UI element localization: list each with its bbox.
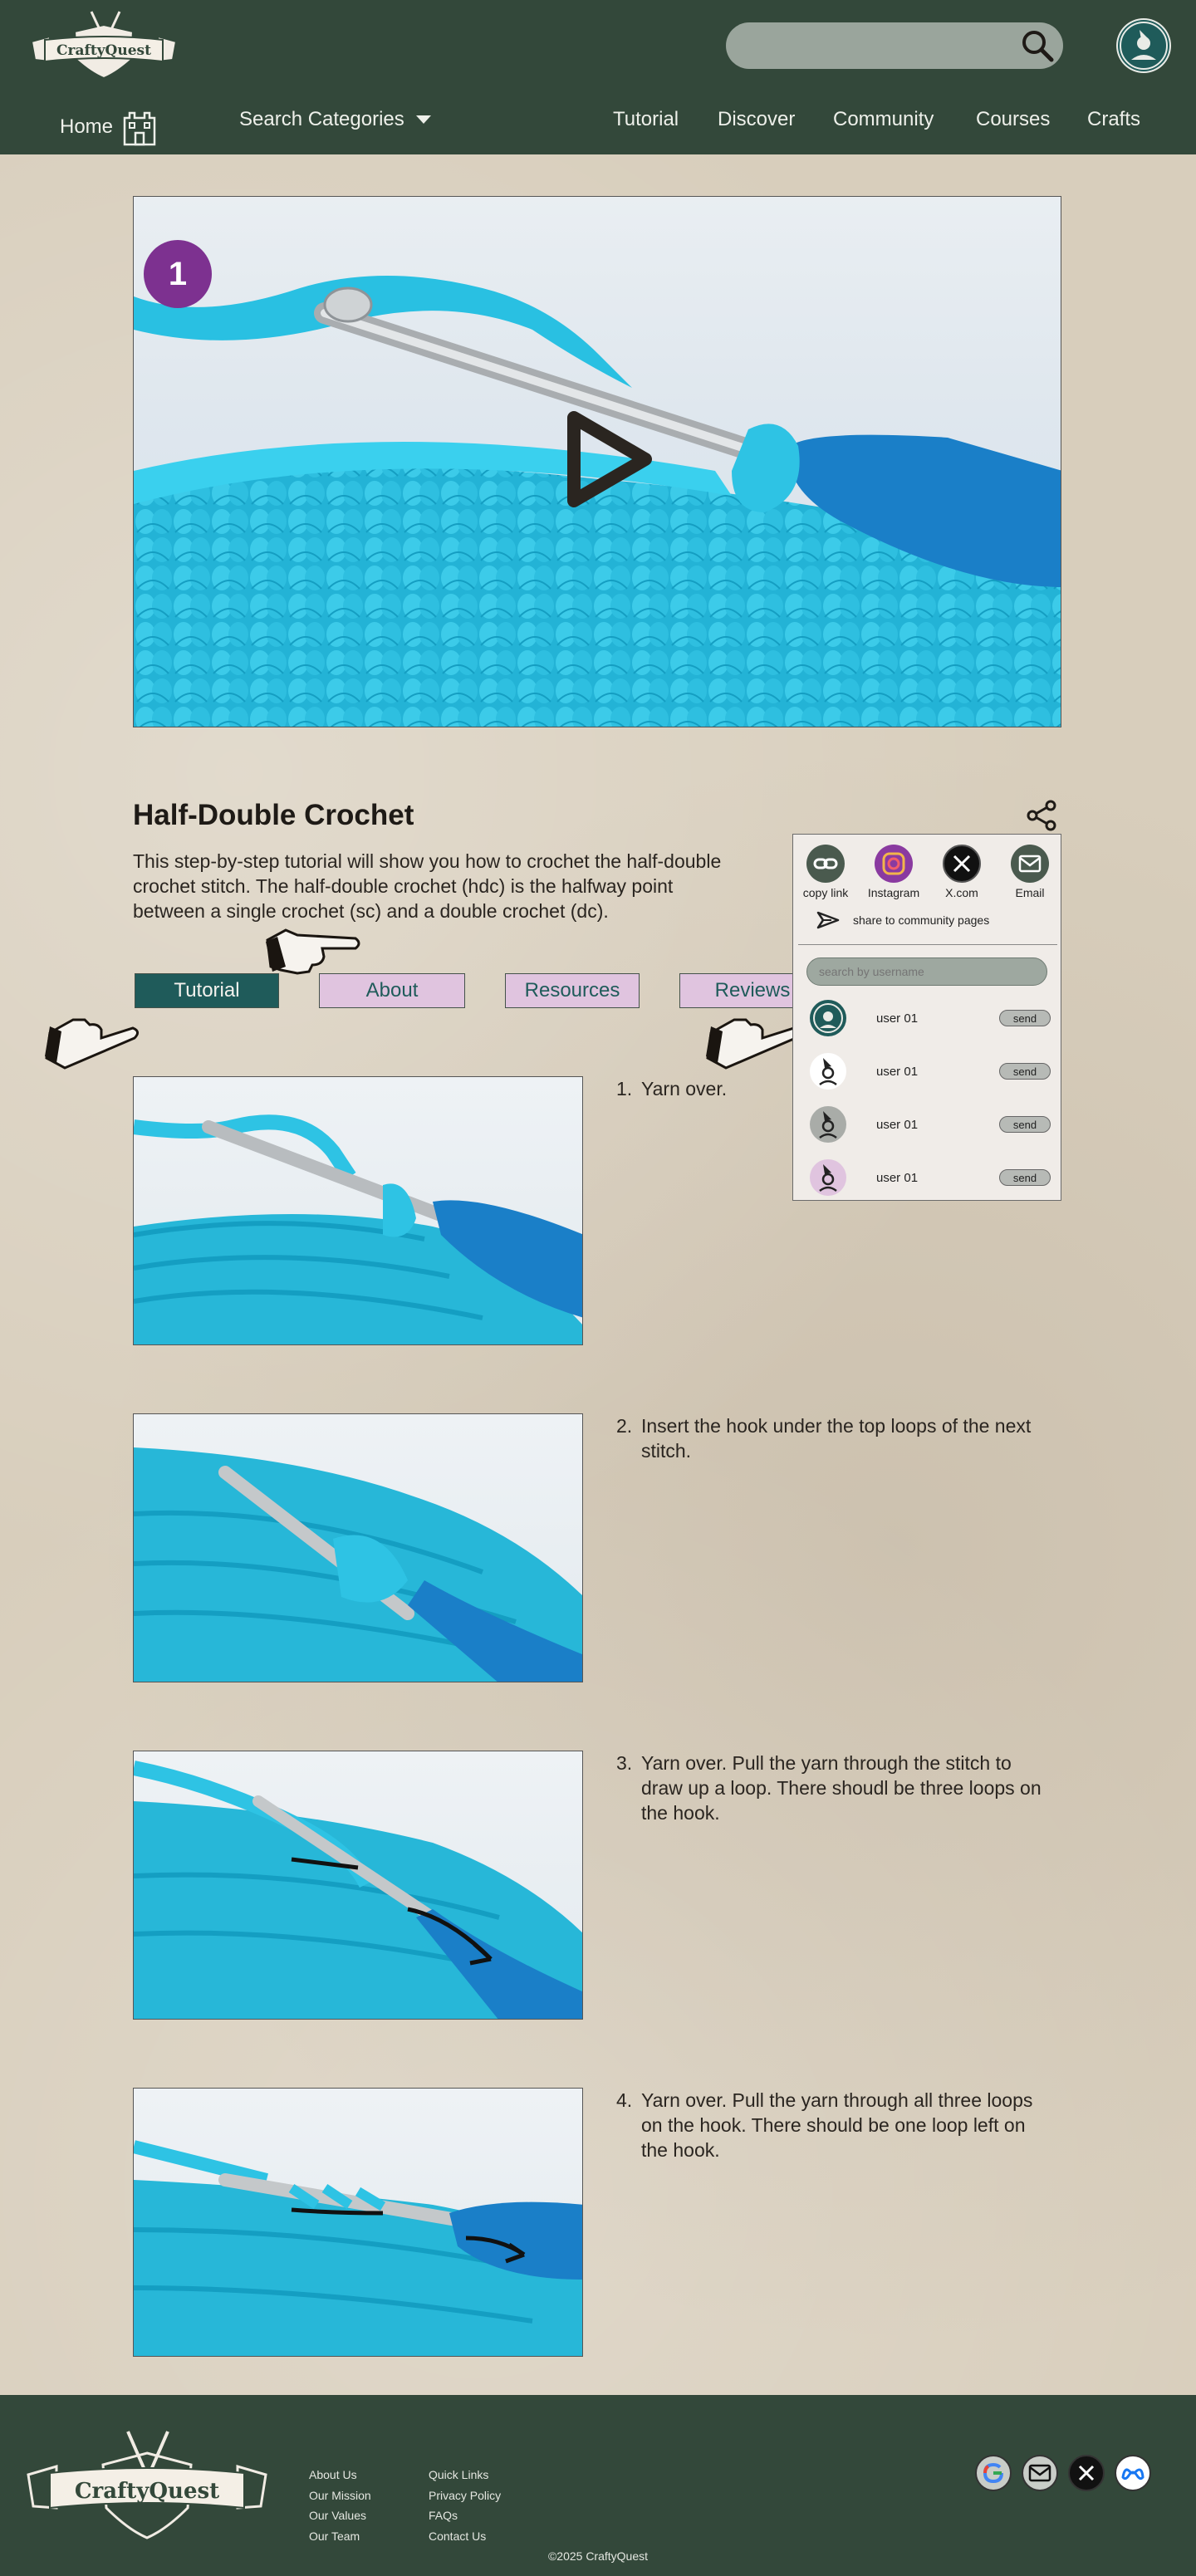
tab-reviews[interactable]: Reviews xyxy=(679,973,826,1008)
x-icon xyxy=(943,845,981,883)
search-bar xyxy=(726,22,1063,69)
step-1-instruction: Yarn over. xyxy=(641,1078,728,1099)
step-1-image xyxy=(133,1076,583,1345)
footer-link-privacy-policy[interactable]: Privacy Policy xyxy=(429,2488,502,2502)
instagram-icon xyxy=(875,845,913,883)
crochet-step-photo xyxy=(134,1414,583,1682)
search-input[interactable] xyxy=(743,32,1017,59)
avatar xyxy=(810,1106,846,1143)
crochet-step-photo xyxy=(134,2089,583,2357)
user-row xyxy=(810,1049,1051,1094)
meta-icon xyxy=(1120,2466,1145,2481)
share-instagram[interactable] xyxy=(865,845,923,899)
share-email[interactable] xyxy=(1001,845,1059,899)
avatar xyxy=(810,1053,846,1090)
share-x-label: X.com xyxy=(945,886,978,899)
share-to-community[interactable] xyxy=(816,911,989,929)
share-copy-link-label: copy link xyxy=(802,886,849,899)
step-3-number: 3. xyxy=(616,1752,633,1774)
user-name: user 01 xyxy=(876,1170,919,1185)
user-name: user 01 xyxy=(876,1011,919,1026)
nav-community[interactable]: Community xyxy=(833,108,934,130)
step-2-instruction: Insert the hook under the top loops of the next stitch. xyxy=(641,1415,1032,1462)
send-button[interactable]: send xyxy=(999,1063,1051,1080)
step-number-badge: 1 xyxy=(144,240,212,308)
site-footer xyxy=(0,2395,1196,2576)
footer-link-about-us[interactable]: About Us xyxy=(309,2468,357,2481)
user-name: user 01 xyxy=(876,1064,919,1079)
user-avatar[interactable] xyxy=(1116,18,1171,73)
tutorial-video[interactable] xyxy=(133,196,1061,727)
share-x[interactable] xyxy=(933,845,991,899)
logo-text: CraftyQuest xyxy=(56,42,151,59)
step-4-image xyxy=(133,2088,583,2357)
nav-crafts[interactable]: Crafts xyxy=(1087,108,1141,130)
copyright: ©2025 CraftyQuest xyxy=(547,2549,649,2563)
google-icon xyxy=(981,2461,1006,2485)
share-email-label: Email xyxy=(1015,886,1045,899)
tutorial-intro: This step-by-step tutorial will show you how to crochet the half-double crochet stitch. The half-double crochet (hdc) is the halfway point between a single crochet (sc) and a double crochet (dc). xyxy=(133,850,722,922)
x-button[interactable] xyxy=(1068,2455,1105,2491)
user-row xyxy=(810,1155,1051,1200)
share-copy-link[interactable] xyxy=(797,845,855,899)
crafty-quest-logo[interactable] xyxy=(25,8,183,83)
footer-link-contact-us[interactable]: Contact Us xyxy=(429,2529,487,2543)
user-row xyxy=(810,996,1051,1041)
tab-resources[interactable]: Resources xyxy=(505,973,640,1008)
step-2-image xyxy=(133,1413,583,1682)
footer-about-links xyxy=(309,2465,371,2546)
logo-text: CraftyQuest xyxy=(74,2479,220,2504)
send-icon xyxy=(816,911,840,929)
user-search-bar xyxy=(806,957,1047,986)
nav-home-label: Home xyxy=(60,115,114,138)
pointing-hand-icon xyxy=(264,920,364,982)
footer-link-our-mission[interactable]: Our Mission xyxy=(309,2488,371,2502)
step-3-text xyxy=(616,1751,1056,1825)
footer-link-quick-links[interactable]: Quick Links xyxy=(429,2468,489,2481)
nav-home[interactable] xyxy=(60,108,158,146)
step-2-number: 2. xyxy=(616,1415,633,1437)
email-button[interactable] xyxy=(1022,2455,1058,2491)
avatar xyxy=(810,1000,846,1036)
nav-discover[interactable]: Discover xyxy=(718,108,796,130)
crafty-quest-logo[interactable] xyxy=(25,2428,269,2544)
tab-tutorial[interactable]: Tutorial xyxy=(135,973,279,1008)
nav-tutorial[interactable]: Tutorial xyxy=(613,108,679,130)
share-icon[interactable] xyxy=(1025,799,1058,832)
tab-about[interactable]: About xyxy=(319,973,465,1008)
crochet-step-photo xyxy=(134,1751,583,2020)
step-2-text xyxy=(616,1413,1056,1463)
site-header xyxy=(0,0,1196,154)
step-3-instruction: Yarn over. Pull the yarn through the stitch to draw up a loop. There shoudl be three loops on the hook. xyxy=(641,1752,1042,1824)
footer-quick-links xyxy=(429,2465,501,2546)
castle-icon xyxy=(121,108,158,146)
profile-icon xyxy=(1116,18,1171,73)
send-button[interactable]: send xyxy=(999,1010,1051,1026)
google-button[interactable] xyxy=(975,2455,1012,2491)
x-icon xyxy=(1077,2464,1096,2482)
step-4-text xyxy=(616,2088,1056,2162)
meta-button[interactable] xyxy=(1115,2455,1151,2491)
play-icon[interactable] xyxy=(564,409,655,509)
send-button[interactable]: send xyxy=(999,1169,1051,1186)
user-name: user 01 xyxy=(876,1117,919,1132)
avatar xyxy=(810,1159,846,1196)
email-icon xyxy=(1028,2464,1051,2482)
step-4-instruction: Yarn over. Pull the yarn through all three loops on the hook. There should be one loop left on the hook. xyxy=(641,2089,1033,2161)
send-button[interactable]: send xyxy=(999,1116,1051,1133)
crochet-step-photo xyxy=(134,1077,583,1345)
nav-search-categories[interactable] xyxy=(239,108,431,131)
search-button[interactable] xyxy=(1017,25,1058,66)
step-1-number: 1. xyxy=(616,1078,633,1099)
chevron-down-icon xyxy=(416,115,431,124)
username-search-input[interactable] xyxy=(819,965,1035,978)
divider xyxy=(798,944,1057,945)
footer-link-faqs[interactable]: FAQs xyxy=(429,2509,458,2522)
user-row xyxy=(810,1102,1051,1147)
footer-link-our-values[interactable]: Our Values xyxy=(309,2509,366,2522)
page-title: Half-Double Crochet xyxy=(133,799,414,831)
step-4-number: 4. xyxy=(616,2089,633,2111)
share-panel xyxy=(792,834,1061,1201)
step-3-image xyxy=(133,1751,583,2020)
footer-link-our-team[interactable]: Our Team xyxy=(309,2529,360,2543)
nav-categories-label: Search Categories xyxy=(239,108,404,130)
pointing-hand-icon xyxy=(704,1016,804,1078)
pointing-hand-icon xyxy=(43,1016,143,1078)
nav-courses[interactable]: Courses xyxy=(976,108,1051,130)
email-icon xyxy=(1011,845,1049,883)
link-icon xyxy=(806,845,845,883)
search-icon xyxy=(1020,28,1055,63)
share-instagram-label: Instagram xyxy=(867,886,920,899)
share-community-label: share to community pages xyxy=(853,913,990,927)
